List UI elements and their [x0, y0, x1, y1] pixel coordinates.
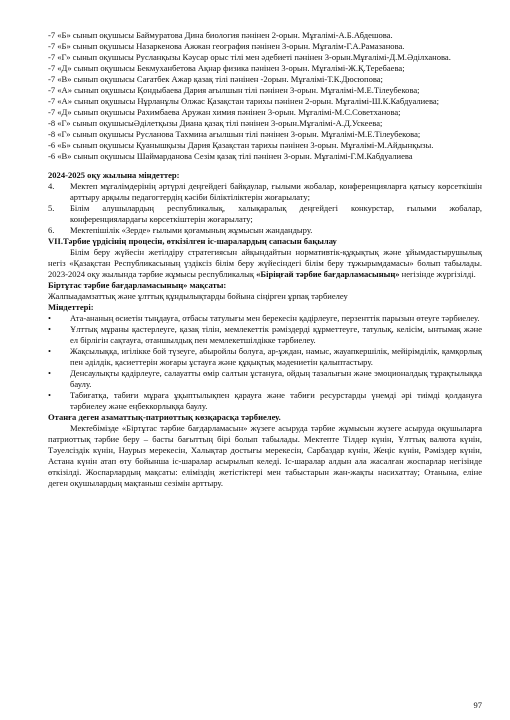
- list-item: -7 «В» сынып оқушысы Сағатбек Ажар қазақ тілі пәнінен -2орын. Мұғалімі-Т.К.Дюсюпова;: [48, 74, 383, 84]
- list-item: -7 «Г» сынып оқушысы Русланқызы Кәусар орыс тілі мен әдебиеті пәнінен 3-орын.Мұғалімі-Д.М.Әділханова.: [48, 52, 451, 62]
- bullet-icon: •: [48, 313, 51, 323]
- objectives-heading: Міндеттері:: [48, 302, 94, 312]
- objective-item: [48, 390, 482, 412]
- patriot-paragraph: Мектебімізде «Біртұтас тәрбие бағдарламасын» жүзеге асыруда тәрбие жұмысын жүзеге асыруда оқушыларға патриоттық тәрбие беру – басты бағыттың бірі болып табылады. Мектепте Тілдер күнін, Ұлттық валюта күнін, Тәуелсіздік күнін, Наурыз мерекесін, Халықтар достығы мерекесін, Сарбаздар күнін, Жеңіс күнін, Рәміздер күнін, Астана күнін атап өту бойынша іс-шаралар асырылып келеді. Іс-шаралар алдын ала жасалған жоспарлар негізінде өткізілді. Жоспарлардың мақсаты: еліміздің жетістіктері мен табыстарын жан-жақты насихаттау; Отанына, еліне деген оқушылардың мақтаныш сезімін арттыру.: [48, 423, 482, 488]
- task-item: [48, 225, 482, 236]
- task-number: 4.: [48, 181, 55, 191]
- goal-text: Жалпыадамзаттық және ұлттық құндылықтарды бойына сіңірген ұрпақ тәрбиелеу: [48, 291, 348, 301]
- list-item: -8 «Г» сынып оқушысы Русланова Тахмина ағылшын тілі пәнінен 3-орын. Мұғалімі-М.Е.Тілеубекова;: [48, 129, 421, 139]
- list-item: -7 «А» сынып оқушысы Нұрланұлы Олжас Қазақстан тарихы пәнінен 2-орын. Мұғалімі-Ш.К.Кабдуалиева;: [48, 96, 440, 106]
- bullet-icon: •: [48, 346, 51, 356]
- list-item: -6 «В» сынып оқушысы Шаймарданова Сезім қазақ тілі пәнінен 3-орын. Мұғалімі-Г.М.Кабдуалиева: [48, 151, 413, 161]
- paragraph-text-end: негізінде жүргізілді.: [399, 269, 476, 279]
- list-item: -7 «Д» сынып оқушысы Рахимбаева Аружан химия пәнінен 3-орын. Мұғалімі-М.С.Советханова;: [48, 107, 401, 117]
- list-item: -7 «Д» сынып оқушысы Бекмуханбетова Ақнар физика пәнінен 3-орын. Мұғалімі-Ж.Қ.Теребаева;: [48, 63, 405, 73]
- list-item: -8 «Г» сынып оқушысыӘділетқызы Диана қазақ тілі пәнінен 3-орын.Мұғалімі-А.Д.Ускеева;: [48, 118, 383, 128]
- objective-item: [48, 368, 482, 390]
- task-text: Білім алушылардың республикалық, халықаралық деңгейдегі конкурстар, ғылыми жобалар, конференциялардағы көрсеткіштерін жоғарылату;: [70, 203, 482, 224]
- program-name: «Біріңғай тәрбие бағдарламасының»: [256, 269, 400, 279]
- task-item: [48, 203, 482, 225]
- task-item: [48, 181, 482, 203]
- olympiad-results-list: [48, 30, 482, 162]
- objective-text: Ұлттық мұраны қастерлеуге, қазақ тілін, мемлекеттік рәміздерді құрметтеуге, татулық, келісім, ынтымақ және ел бірлігін сақтауға, отаншылдық пен мемлекетшілдікке тәрбиелеу.: [70, 324, 482, 345]
- tasks-heading: 2024-2025 оқу жылына міндеттер:: [48, 170, 180, 180]
- bullet-icon: •: [48, 390, 51, 400]
- document-body: [48, 30, 482, 489]
- task-number: 5.: [48, 203, 55, 213]
- task-number: 6.: [48, 225, 55, 235]
- list-item: -6 «Б» сынып оқушысы Қуанышқызы Дария Қазақстан тарихы пәнінен 3-орын. Мұғалімі-М.Айдынқызы.: [48, 140, 434, 150]
- list-item: -7 «А» сынып оқушысы Қондыбаева Дария ағылшын тілі пәнінен 3-орын. Мұғалімі-М.Е.Тілеубекова;: [48, 85, 420, 95]
- list-item: -7 «Б» сынып оқушысы Назаркенова Ажжан география пәнінен 3-орын. Мұғалім-Г.А.Рамазанова.: [48, 41, 405, 51]
- objective-item: [48, 313, 482, 324]
- objective-text: Жақсылыққа, игілікке бой түзеуге, абыройлы болуға, ар-ұждан, намыс, жауапкершілік, мейірімділік, қамқорлық пен әділдік, қасиеттерін жоғары ұстауға және құқықтық мәдениетін қалыптастыру.: [70, 346, 482, 367]
- bullet-icon: •: [48, 368, 51, 378]
- section-paragraph: [48, 247, 482, 280]
- list-item: -7 «Б» сынып оқушысы Баймуратова Дина биология пәнінен 2-орын. Мұғалімі-А.Б.Абдешова.: [48, 30, 393, 40]
- task-text: Мектепішілік «Зерде» ғылыми қоғамының жұмысын жандандыру.: [70, 225, 313, 235]
- objective-item: [48, 346, 482, 368]
- objective-text: Денсаулықты қадірлеуге, салауатты өмір салтын ұстануға, ойдың тазалығын және эмоционалдық тұрақтылыққа баулу.: [70, 368, 482, 389]
- page-number: 97: [473, 700, 482, 710]
- bullet-icon: •: [48, 324, 51, 334]
- objective-item: [48, 324, 482, 346]
- objective-text: Табиғатқа, табиғи мұраға ұқыптылықпен қарауға және табиғи ресурстарды үнемді әрі тиімді қолдануға тәрбиелеу және еңбеккорлыққа баулу.: [70, 390, 482, 411]
- paragraph-text: Білім беру жүйесін жетілдіру стратегиясын айқындайтын нормативтік-құқықтық және ұйымдастырушылық негіз «Қазақстан Республикасының үздіксіз білім беру жүйесіндегі білім беру тұжырымдамасы» болып табылады. 2023-2024 оқу жылында тәрбие жұмысы республикалық: [48, 247, 482, 279]
- section-heading: VІІ.Тәрбие үрдісінің процесін, өткізілген іс-шаралардың сапасын бақылау: [48, 236, 337, 246]
- patriot-heading: Отанға деген азаматтық-патриоттық көзқарасқа тәрбиелеу.: [48, 412, 281, 422]
- goal-heading: Біртұтас тәрбие бағдарламасының» мақсаты:: [48, 280, 227, 290]
- task-text: Мектеп мұғалімдерінің әртүрлі деңгейдегі байқаулар, ғылыми жобалар, конференцияларға қатысу көрсеткішін арттыру арқылы педагогтердің кәсіби біліктіліктерін жоғарылату;: [70, 181, 482, 202]
- objective-text: Ата-ананың өсиетін тыңдауға, отбасы татулығы мен берекесін қадірлеуге, перзенттік парызын өтеуге тәрбиелеу.: [70, 313, 480, 323]
